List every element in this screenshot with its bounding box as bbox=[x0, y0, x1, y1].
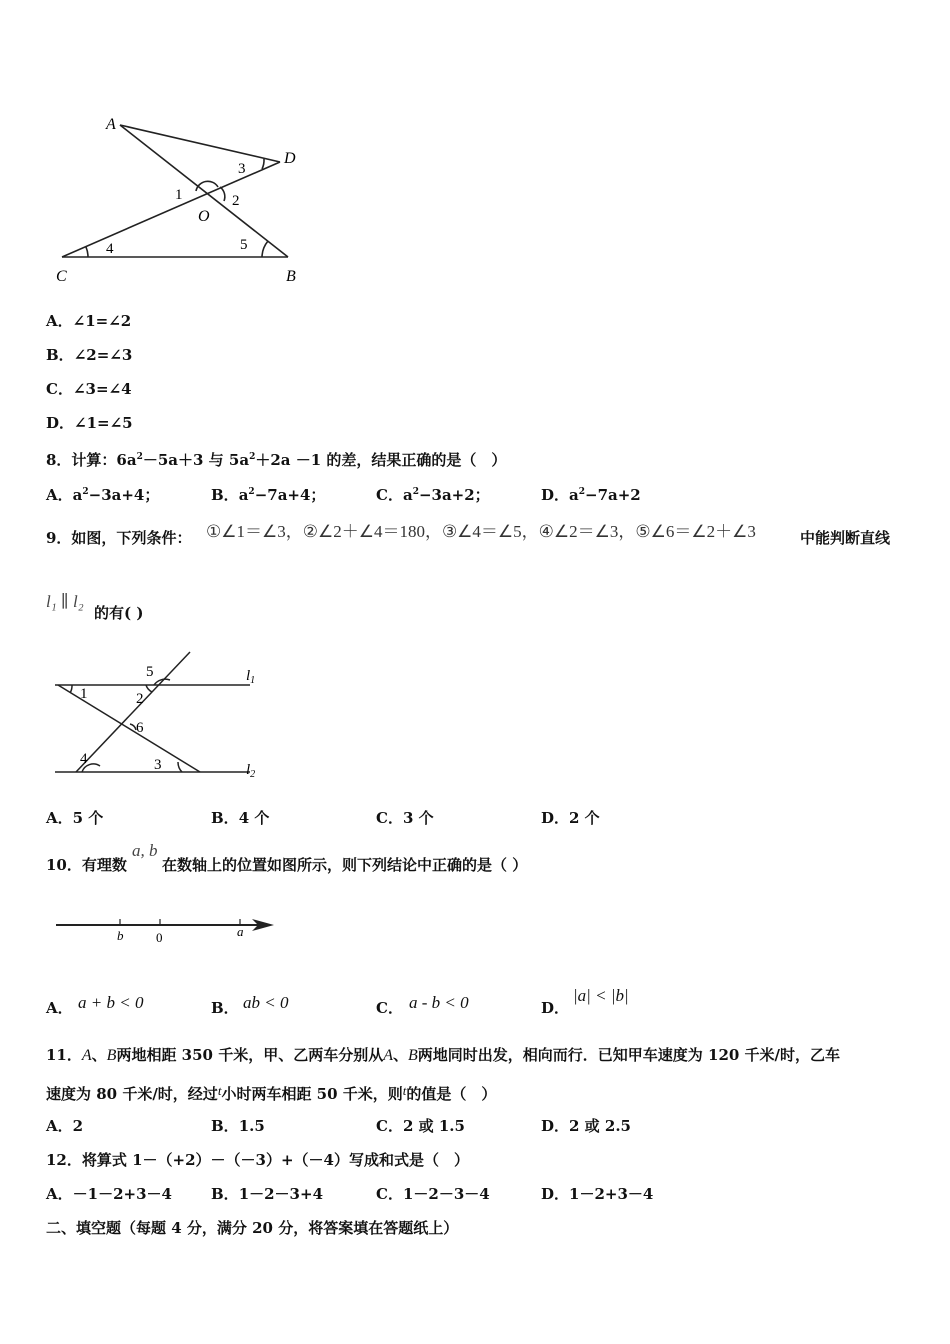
q10-stem-a: 10．有理数 bbox=[46, 856, 127, 874]
q9-label-l2: $l_2$ bbox=[246, 762, 256, 780]
q12-option-d bbox=[541, 1184, 653, 1204]
q8-stem-a: 8．计算：6a bbox=[46, 451, 137, 469]
q12-option-c-text: 1－2－3－4 bbox=[402, 1185, 490, 1203]
q8-option-d-text-b: −7a+2 bbox=[585, 486, 641, 504]
q11-sep: 、 bbox=[91, 1046, 107, 1064]
q10-stem-b: 在数轴上的位置如图所示，则下列结论中正确的是（ ） bbox=[162, 856, 528, 874]
q11-option-d-text: 2 或 2.5 bbox=[569, 1117, 631, 1135]
q10-option-b bbox=[211, 998, 239, 1018]
q11-line1 bbox=[46, 1045, 840, 1066]
q7-option-a-text: ∠1=∠2 bbox=[72, 312, 132, 330]
q8-option-c-text-a: a bbox=[402, 486, 413, 504]
q9-option-c bbox=[376, 808, 434, 828]
q11-option-a bbox=[46, 1116, 83, 1136]
label-O: O bbox=[198, 208, 210, 225]
label-C: C bbox=[56, 268, 67, 285]
q9-angle-6: 6 bbox=[136, 720, 144, 736]
q9-parallel-math: l₁ ∥ l₂ bbox=[46, 592, 84, 611]
q12-option-a bbox=[46, 1184, 172, 1204]
q11-text2: 两地同时出发，相向而行．已知甲车速度为 120 千米/时，乙车 bbox=[417, 1046, 841, 1064]
q11-option-d-letter: D． bbox=[541, 1117, 570, 1135]
q9-option-b-text: 4 个 bbox=[238, 809, 270, 827]
q11-option-b-text: 1.5 bbox=[238, 1117, 265, 1135]
q11-text1: 两地相距 350 千米，甲、乙两车分别从 bbox=[116, 1046, 384, 1064]
q11-option-a-letter: A． bbox=[46, 1117, 73, 1135]
angle-2: 2 bbox=[232, 193, 240, 209]
q10-option-a bbox=[46, 998, 73, 1018]
q9-option-c-letter: C． bbox=[376, 809, 403, 827]
axis-label-a: a bbox=[237, 924, 244, 939]
q7-option-b bbox=[46, 345, 132, 365]
q8-sup2: 2 bbox=[249, 452, 256, 462]
q10-math-ab: a, b bbox=[132, 841, 158, 860]
q8-option-a-letter: A． bbox=[46, 486, 73, 504]
q7-option-a-letter: A． bbox=[46, 312, 73, 330]
q8-option-c-letter: C． bbox=[376, 486, 403, 504]
q11-sep-2: 、 bbox=[393, 1046, 409, 1064]
q8-stem-c: ＋2a －1 的差，结果正确的是（ ） bbox=[255, 451, 507, 469]
q7-option-c-text: ∠3=∠4 bbox=[72, 380, 132, 398]
q9-conditions: ①∠1＝∠3，②∠2＋∠4＝180，③∠4＝∠5，④∠2＝∠3，⑤∠6＝∠2＋∠3 bbox=[206, 522, 756, 541]
q11-point-a: A bbox=[81, 1047, 92, 1064]
angle-4: 4 bbox=[106, 241, 114, 257]
q12-stem: 12．将算式 1－（+2）－（－3）+（－4）写成和式是（ ） bbox=[46, 1151, 469, 1169]
q9-tail: 中能判断直线 bbox=[800, 529, 891, 547]
q12-option-b-letter: B． bbox=[211, 1185, 239, 1203]
number-line-q10 bbox=[52, 910, 282, 946]
q7-option-d-letter: D． bbox=[46, 414, 75, 432]
angle-5: 5 bbox=[240, 237, 248, 253]
q8-option-a-text-a: a bbox=[72, 486, 83, 504]
q7-option-d bbox=[46, 413, 133, 433]
q8-option-b bbox=[211, 482, 325, 505]
q8-stem bbox=[46, 447, 506, 470]
q7-option-b-letter: B． bbox=[46, 346, 74, 364]
q12-option-a-text: －1－2+3－4 bbox=[72, 1185, 172, 1203]
axis-label-b: b bbox=[117, 928, 124, 943]
q9-angle-1: 1 bbox=[80, 686, 88, 702]
label-D: D bbox=[284, 150, 296, 167]
q10-option-d bbox=[541, 998, 569, 1018]
q11-line2-a: 速度为 80 千米/时，经过 bbox=[46, 1085, 218, 1103]
q8-option-a bbox=[46, 482, 159, 505]
q12-option-a-letter: A． bbox=[46, 1185, 73, 1203]
q12-option-d-text: 1－2+3－4 bbox=[569, 1185, 654, 1203]
q11-option-a-text: 2 bbox=[72, 1117, 84, 1135]
q11-option-c-text: 2 或 1.5 bbox=[402, 1117, 465, 1135]
q7-option-d-text: ∠1=∠5 bbox=[74, 414, 133, 432]
q9-line2-text: 的有( ) bbox=[94, 604, 144, 622]
q9-stem-text: 9．如图，下列条件： bbox=[46, 529, 192, 547]
q10-option-d-math: |a| < |b| bbox=[573, 986, 629, 1005]
q11-option-b-letter: B． bbox=[211, 1117, 239, 1135]
q11-line2 bbox=[46, 1081, 496, 1104]
q9-label-l1: $l_1$ bbox=[246, 668, 256, 686]
q10-option-c-letter: C． bbox=[376, 999, 403, 1017]
q8-option-d-text-a: a bbox=[569, 486, 579, 504]
q9-angle-4: 4 bbox=[80, 751, 88, 767]
q8-option-b-sup: 2 bbox=[248, 487, 255, 497]
q8-option-d-sup: 2 bbox=[578, 487, 586, 497]
q7-option-c-letter: C． bbox=[46, 380, 73, 398]
q10-option-b-letter: B． bbox=[211, 999, 239, 1017]
q8-option-d-letter: D． bbox=[541, 486, 570, 504]
q11-option-d bbox=[541, 1116, 631, 1136]
q10-option-c bbox=[376, 998, 403, 1018]
label-B: B bbox=[286, 268, 296, 285]
q11-line2-b: 小时两车相距 50 千米，则 bbox=[221, 1085, 403, 1103]
axis-label-zero: 0 bbox=[156, 930, 163, 945]
q9-angle-2: 2 bbox=[136, 691, 144, 707]
q11-option-c-letter: C． bbox=[376, 1117, 403, 1135]
q10-option-b-math: ab < 0 bbox=[243, 993, 289, 1012]
angle-1: 1 bbox=[175, 187, 183, 203]
label-A: A bbox=[106, 116, 116, 133]
q8-option-c-sup: 2 bbox=[412, 487, 419, 497]
q8-sup1: 2 bbox=[136, 452, 143, 462]
q11-var-t: t bbox=[217, 1083, 222, 1098]
angle-3: 3 bbox=[238, 161, 246, 177]
q11-line2-c: 的值是（ ） bbox=[406, 1085, 497, 1103]
q12-option-b-text: 1－2－3+4 bbox=[238, 1185, 324, 1203]
q9-option-b-letter: B． bbox=[211, 809, 239, 827]
q11-point-b-2: B bbox=[408, 1047, 418, 1064]
q9-option-d-text: 2 个 bbox=[569, 809, 600, 827]
q10-option-a-letter: A． bbox=[46, 999, 73, 1017]
q8-option-c-text-b: −3a+2； bbox=[418, 486, 490, 504]
q11-var-t-2: t bbox=[402, 1083, 407, 1098]
q10-option-c-math: a - b < 0 bbox=[409, 993, 469, 1012]
q8-option-a-text-b: −3a+4； bbox=[88, 486, 160, 504]
q8-option-b-text-a: a bbox=[238, 486, 249, 504]
q8-stem-b: －5a＋3 与 5a bbox=[142, 451, 250, 469]
q10-option-a-math: a + b < 0 bbox=[78, 993, 144, 1012]
q9-option-a-text: 5 个 bbox=[72, 809, 104, 827]
q12-option-c-letter: C． bbox=[376, 1185, 403, 1203]
q11-option-c bbox=[376, 1116, 465, 1136]
q8-option-b-text-b: −7a+4； bbox=[254, 486, 326, 504]
parallel-lines-figure-q9 bbox=[50, 648, 270, 784]
q8-option-d bbox=[541, 482, 641, 505]
q9-option-a-letter: A． bbox=[46, 809, 73, 827]
q10-option-d-letter: D． bbox=[541, 999, 570, 1017]
q9-angle-3: 3 bbox=[154, 757, 162, 773]
q11-option-b bbox=[211, 1116, 265, 1136]
q9-option-d-letter: D． bbox=[541, 809, 570, 827]
q7-option-b-text: ∠2=∠3 bbox=[73, 346, 133, 364]
q8-option-b-letter: B． bbox=[211, 486, 239, 504]
q8-option-c bbox=[376, 482, 490, 505]
q11-point-a-2: A bbox=[383, 1047, 393, 1064]
q11-point-b: B bbox=[106, 1047, 117, 1064]
q7-option-a bbox=[46, 311, 131, 331]
q9-angle-5: 5 bbox=[146, 664, 154, 680]
section2-title: 二、填空题（每题 4 分，满分 20 分，将答案填在答题纸上） bbox=[46, 1219, 459, 1237]
q9-option-b bbox=[211, 808, 269, 828]
q9-option-a bbox=[46, 808, 103, 828]
q9-option-c-text: 3 个 bbox=[402, 809, 434, 827]
q11-number: 11． bbox=[46, 1046, 82, 1064]
q12-option-b bbox=[211, 1184, 323, 1204]
triangle-figure-q7 bbox=[40, 105, 330, 295]
q9-option-d bbox=[541, 808, 600, 828]
q7-option-c bbox=[46, 379, 132, 399]
q12-option-d-letter: D． bbox=[541, 1185, 570, 1203]
q8-option-a-sup: 2 bbox=[82, 487, 89, 497]
q9-stem bbox=[46, 528, 191, 548]
q12-option-c bbox=[376, 1184, 490, 1204]
